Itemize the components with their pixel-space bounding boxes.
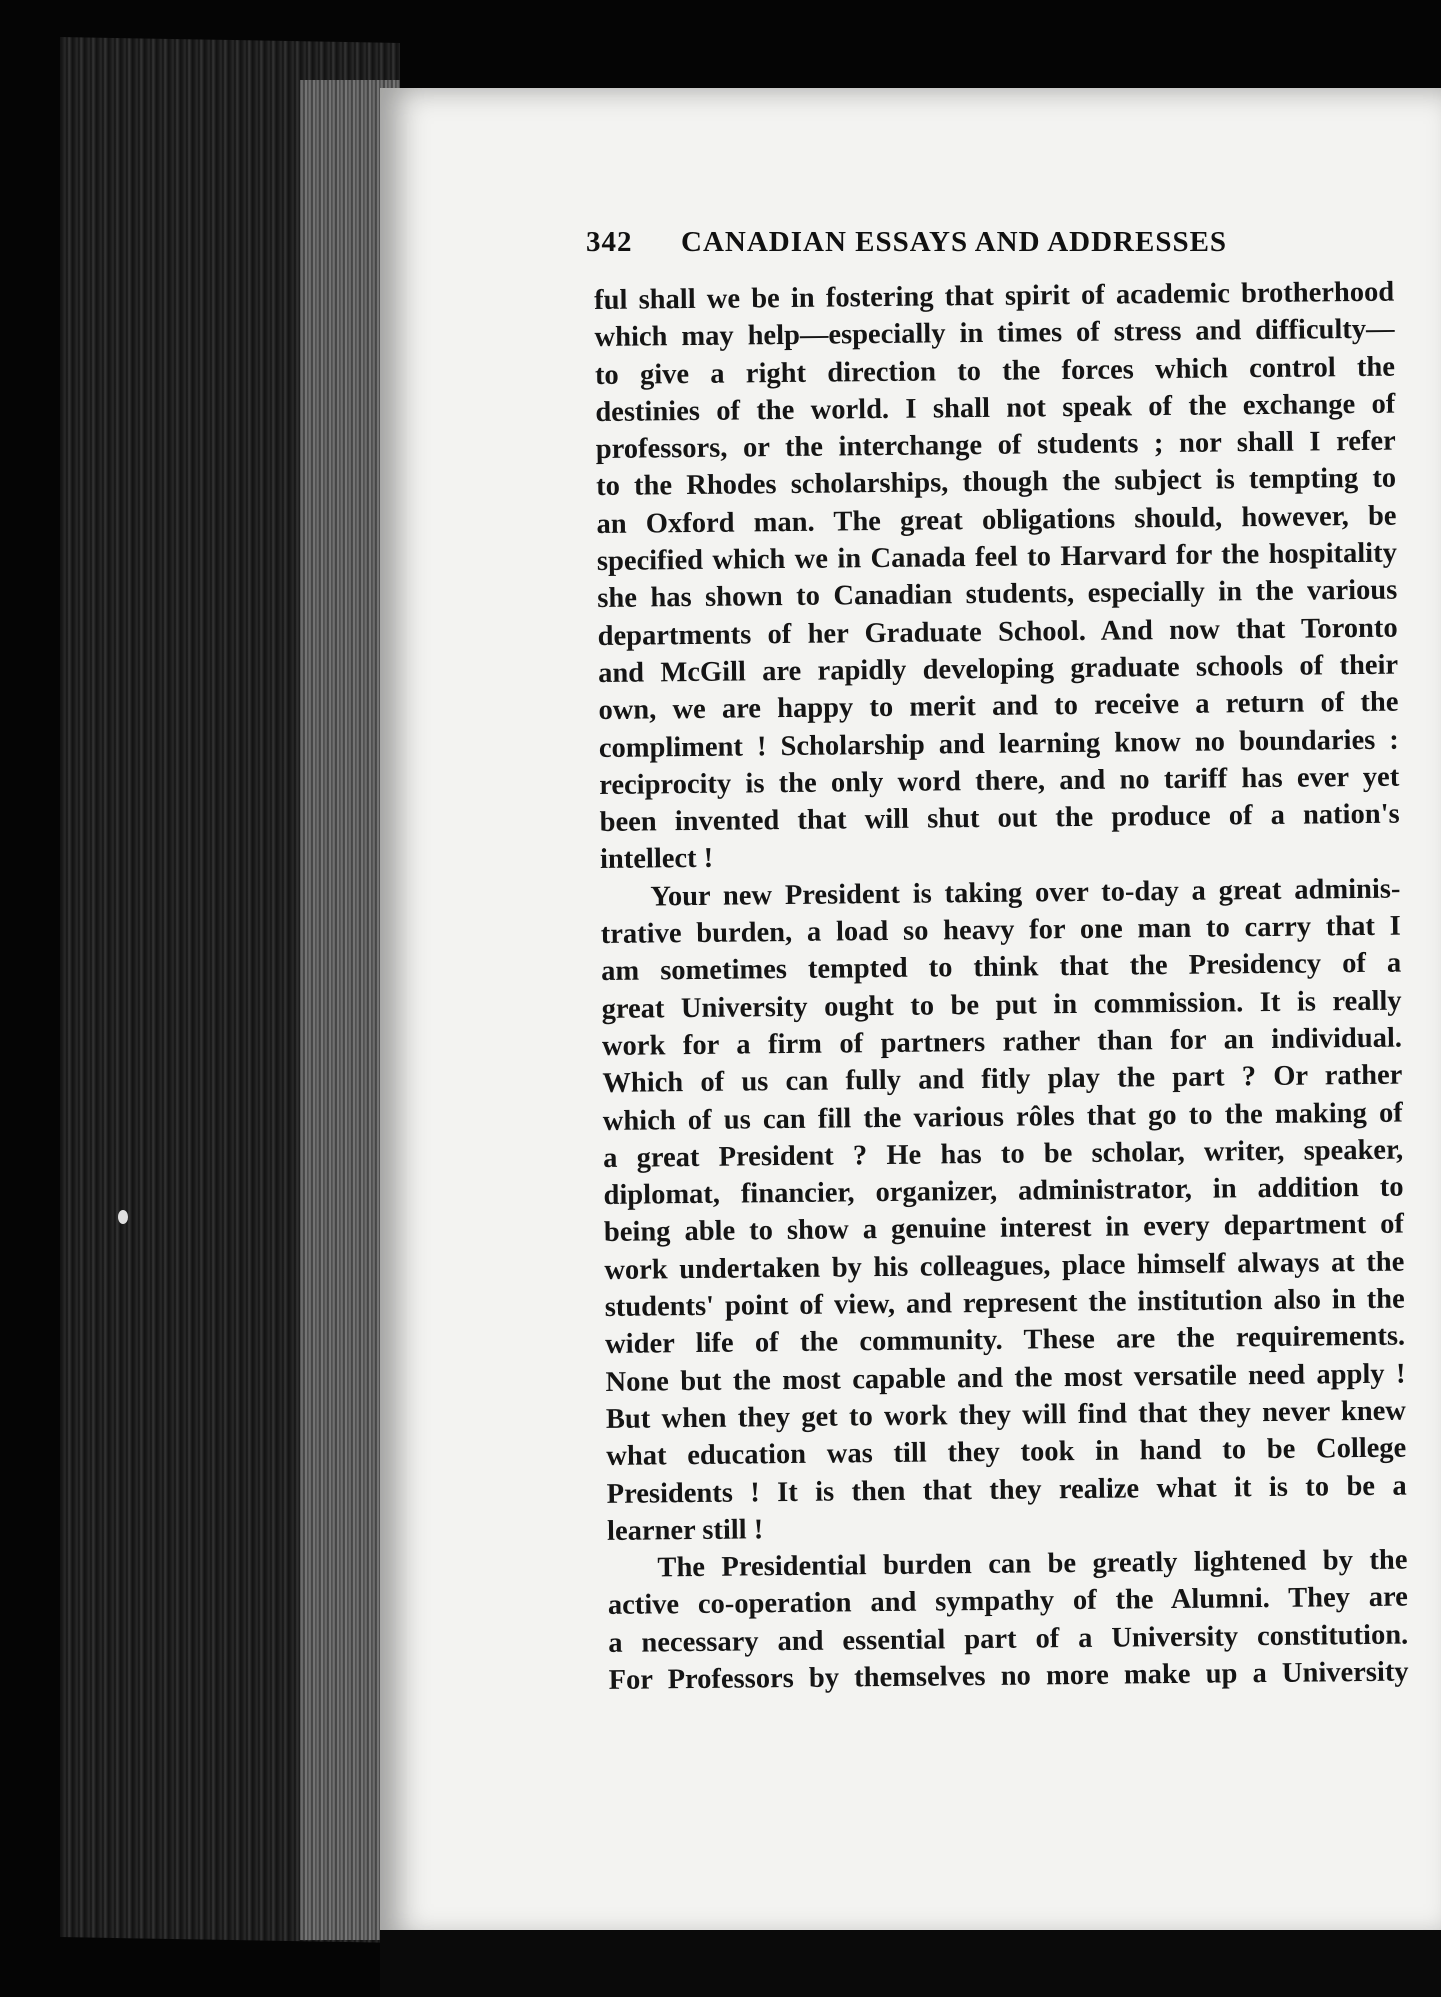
text-line: departments of her Graduate School. And now that Toronto (597, 612, 1398, 652)
text-line: ful shall we be in fostering that spirit of academic brotherhood (594, 276, 1395, 316)
text-line: students' point of view, and represent the institution also in the (604, 1283, 1405, 1323)
text-line: wider life of the community. These are the requirements. (604, 1320, 1406, 1361)
dust-speck (118, 1210, 128, 1224)
text-line: For Professors by themselves no more make up a University (608, 1656, 1409, 1696)
text-line: The Presidential burden can be greatly lightened by the (657, 1544, 1408, 1584)
text-line: am sometimes tempted to think that the Presidency of a (601, 947, 1402, 988)
running-header (586, 226, 1286, 259)
text-line: to the Rhodes scholarships, though the subject is tempting to (595, 463, 1397, 503)
text-line: which may help—especially in times of stress and difficulty— (594, 313, 1395, 354)
text-line: what education was till they took in hand to be College (606, 1432, 1407, 1473)
text-line: active co-operation and sympathy of the Alumni. They are (607, 1581, 1408, 1622)
text-line: an Oxford man. The great obligations should, however, be (596, 500, 1397, 540)
text-line: work undertaken by his colleagues, place himself always at the (604, 1246, 1405, 1286)
bottom-shadow (380, 1930, 1441, 1997)
text-line: Which of us can fully and fitly play the part ? Or rather (602, 1059, 1403, 1100)
text-line: she has shown to Canadian students, especially in the various (597, 574, 1398, 615)
text-line: But when they get to work they will find that they never knew (605, 1395, 1407, 1435)
text-line: and McGill are rapidly developing graduate schools of their (597, 649, 1399, 689)
text-line: learner still ! (606, 1514, 764, 1547)
text-line: been invented that will shut out the produce of a nation's (599, 798, 1400, 839)
text-line: intellect ! (599, 843, 714, 876)
text-line: professors, or the interchange of students ; nor shall I refer (595, 425, 1396, 466)
body-text (594, 274, 1409, 1700)
text-line: being able to show a genuine interest in every department of (603, 1208, 1405, 1249)
text-line: work for a firm of partners rather than for an individual. (601, 1022, 1403, 1062)
text-line: a necessary and essential part of a University constitution. (608, 1619, 1409, 1659)
text-line: specified which we in Canada feel to Harvard for the hospitality (596, 537, 1398, 578)
text-line: compliment ! Scholarship and learning know no boundaries : (598, 724, 1399, 764)
text-line: to give a right direction to the forces which control the (594, 351, 1396, 391)
text-line: great University ought to be put in commission. It is really (601, 985, 1402, 1025)
text-line: own, we are happy to merit and to receive a return of the (598, 686, 1399, 727)
text-line: destinies of the world. I shall not speak of the exchange of (595, 388, 1396, 428)
text-line: which of us can fill the various rôles that go to the making of (602, 1097, 1403, 1137)
text-line: Your new President is taking over to-day a great adminis- (650, 873, 1401, 913)
text-line: a great President ? He has to be scholar, writer, speaker, (603, 1134, 1404, 1174)
running-title: CANADIAN ESSAYS AND ADDRESSES (681, 226, 1228, 258)
text-line: Presidents ! It is then that they realize what it is to be a (606, 1470, 1407, 1510)
text-line: reciprocity is the only word there, and no tariff has ever yet (599, 761, 1400, 801)
page-number: 342 (586, 226, 633, 258)
text-line: None but the most capable and the most versatile need apply ! (605, 1358, 1406, 1398)
text-line: diplomat, financier, organizer, administrator, in addition to (603, 1171, 1404, 1212)
text-line: trative burden, a load so heavy for one man to carry that I (600, 910, 1401, 951)
